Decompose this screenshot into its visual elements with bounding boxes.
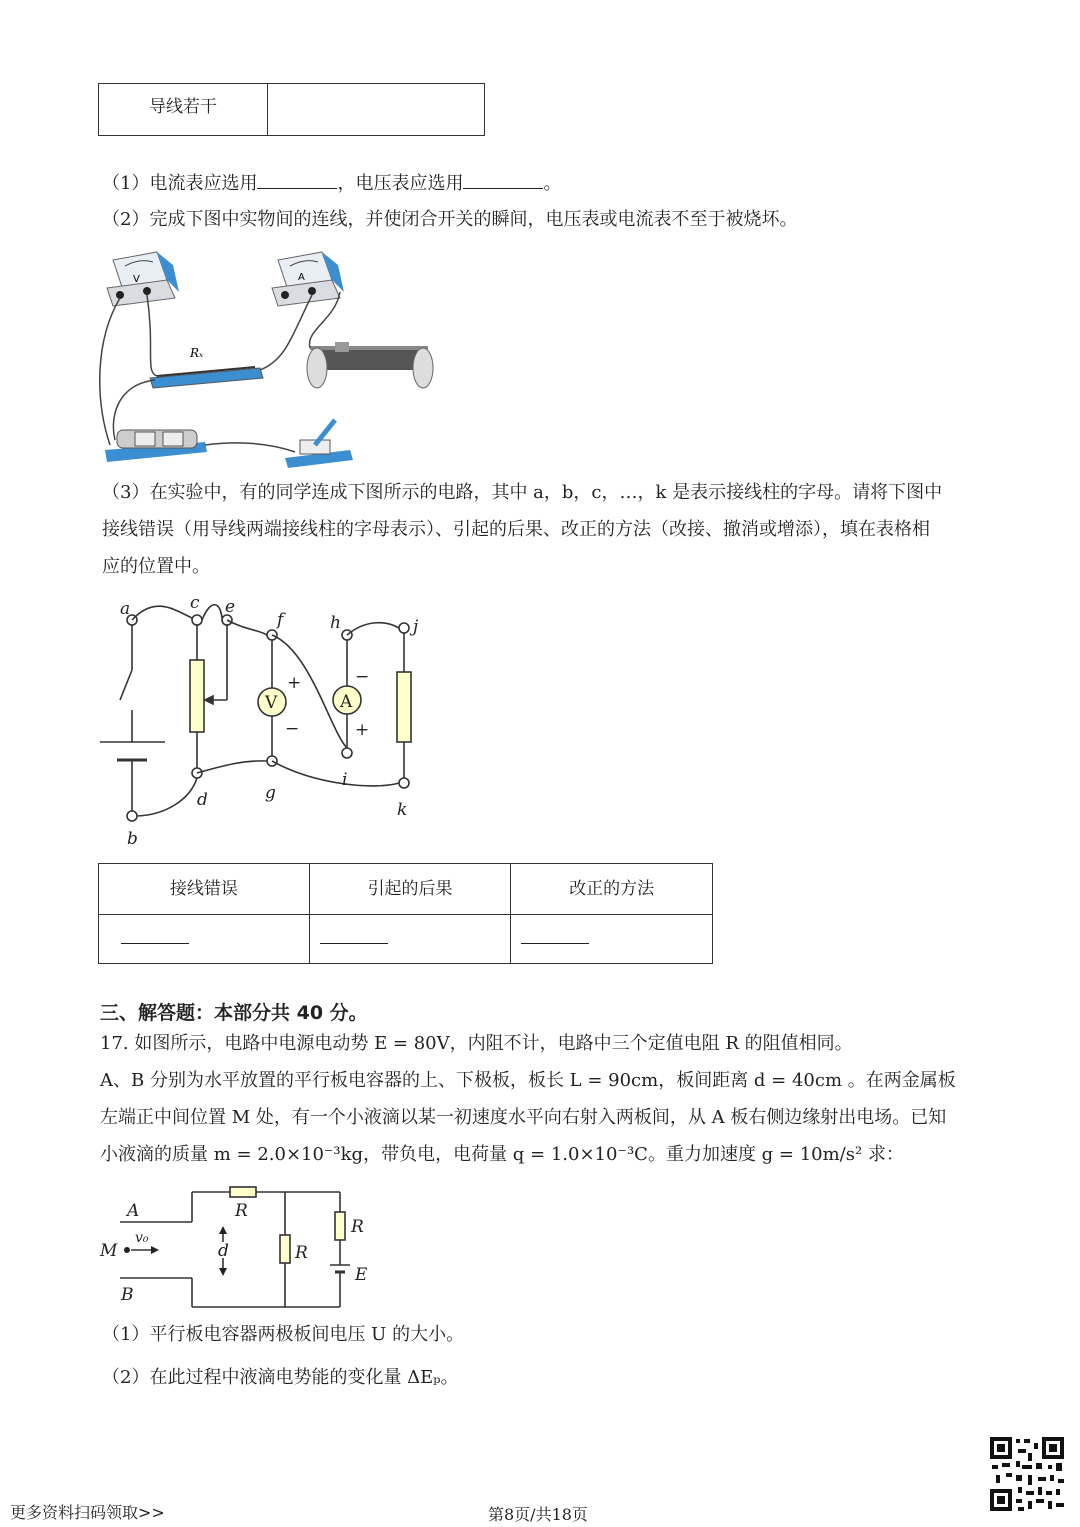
resistor-2-label: R <box>295 1243 308 1263</box>
terminal-b-label: b <box>127 829 138 849</box>
terminal-i-label: i <box>342 770 348 790</box>
footer-link[interactable]: 更多资料扫码领取>> <box>10 1503 165 1522</box>
q16-part1: （1）电流表应选用 ，电压表应选用 。 <box>102 170 561 197</box>
rheostat-device <box>307 342 433 388</box>
answer-cell[interactable] <box>309 915 511 964</box>
ammeter-plus: + <box>355 720 370 740</box>
answer-blank[interactable] <box>463 170 543 189</box>
resistor-1-label: R <box>235 1201 248 1221</box>
q17-sub1: （1）平行板电容器两极板间电压 U 的大小。 <box>102 1324 465 1345</box>
voltmeter-device <box>107 252 179 306</box>
ammeter-symbol: A <box>340 692 353 712</box>
voltmeter-symbol: V <box>265 693 278 713</box>
capacitor-circuit-diagram <box>95 1180 385 1315</box>
distance-label: d <box>218 1241 229 1261</box>
plate-b-label: B <box>121 1285 134 1305</box>
voltmeter-label: V <box>133 274 140 285</box>
answer-blank[interactable] <box>257 170 337 189</box>
answer-table-header: 接线错误 <box>99 864 310 915</box>
q17-text: 17. 如图所示，电路中电源电动势 E = 80V，内阻不计，电路中三个定值电阻 R 的阻值相同。 A、B 分别为水平放置的平行板电容器的上、下极板，板长 L = 90cm，板间距离 d = 40cm 。在两金属板 左端正中间位置 M 处，有一个小液滴以某一初速度水平向右射入两板间，从 A 板右侧边缘射出电场。已知 小液滴的质量 m = 2.0×10⁻³kg，带负电，电荷量 q = 1.0×10⁻³C。重力加速度 g = 10m/s² 求： <box>100 1033 956 1165</box>
terminal-c-label: c <box>190 593 200 613</box>
answer-table-header: 引起的后果 <box>309 864 511 915</box>
circuit-diagram <box>95 590 435 855</box>
section-title: 三、解答题：本部分共 40 分。 <box>100 1002 368 1024</box>
apparatus-figure <box>95 240 445 470</box>
q16-part2: （2）完成下图中实物间的连线，并使闭合开关的瞬间，电压表或电流表不至于被烧坏。 <box>102 209 798 230</box>
terminal-a-label: a <box>120 599 131 619</box>
answer-table-header: 改正的方法 <box>511 864 713 915</box>
top-table <box>98 83 485 136</box>
terminal-h-label: h <box>330 613 341 633</box>
terminal-e-label: e <box>225 597 236 617</box>
plate-a-label: A <box>127 1201 140 1221</box>
page-number: 第8页/共18页 <box>488 1505 588 1524</box>
terminal-k-label: k <box>397 800 408 820</box>
resistor-label: Rₓ <box>190 346 204 360</box>
top-table-cell-1: 导线若干 <box>99 84 268 136</box>
velocity-label: v₀ <box>135 1230 149 1246</box>
ammeter-label: A <box>298 272 305 283</box>
emf-label: E <box>355 1265 368 1285</box>
answer-cell[interactable] <box>99 915 310 964</box>
terminal-d-label: d <box>197 790 208 810</box>
point-m-label: M <box>100 1241 118 1261</box>
top-table-cell-2 <box>268 84 485 136</box>
switch-device <box>285 420 353 468</box>
voltmeter-plus: + <box>287 673 302 693</box>
ammeter-device <box>272 252 344 306</box>
terminal-g-label: g <box>265 783 276 803</box>
voltmeter-minus: − <box>285 719 300 739</box>
qr-code[interactable] <box>988 1435 1066 1513</box>
terminal-j-label: j <box>413 617 419 637</box>
terminal-f-label: f <box>277 610 284 630</box>
ammeter-minus: − <box>355 667 370 687</box>
q16-part3: （3）在实验中，有的同学连成下图所示的电路，其中 a，b，c，…，k 是表示接线柱的字母。请将下图中 接线错误（用导线两端接线柱的字母表示）、引起的后果、改正的方法（改接、撤消或增添），填在表格相 应的位置中。 <box>102 482 943 577</box>
resistor-3-label: R <box>351 1217 364 1237</box>
answer-table <box>98 863 713 964</box>
answer-cell[interactable] <box>511 915 713 964</box>
q17-sub2: （2）在此过程中液滴电势能的变化量 ΔEₚ。 <box>102 1367 459 1388</box>
battery-device <box>105 430 207 462</box>
